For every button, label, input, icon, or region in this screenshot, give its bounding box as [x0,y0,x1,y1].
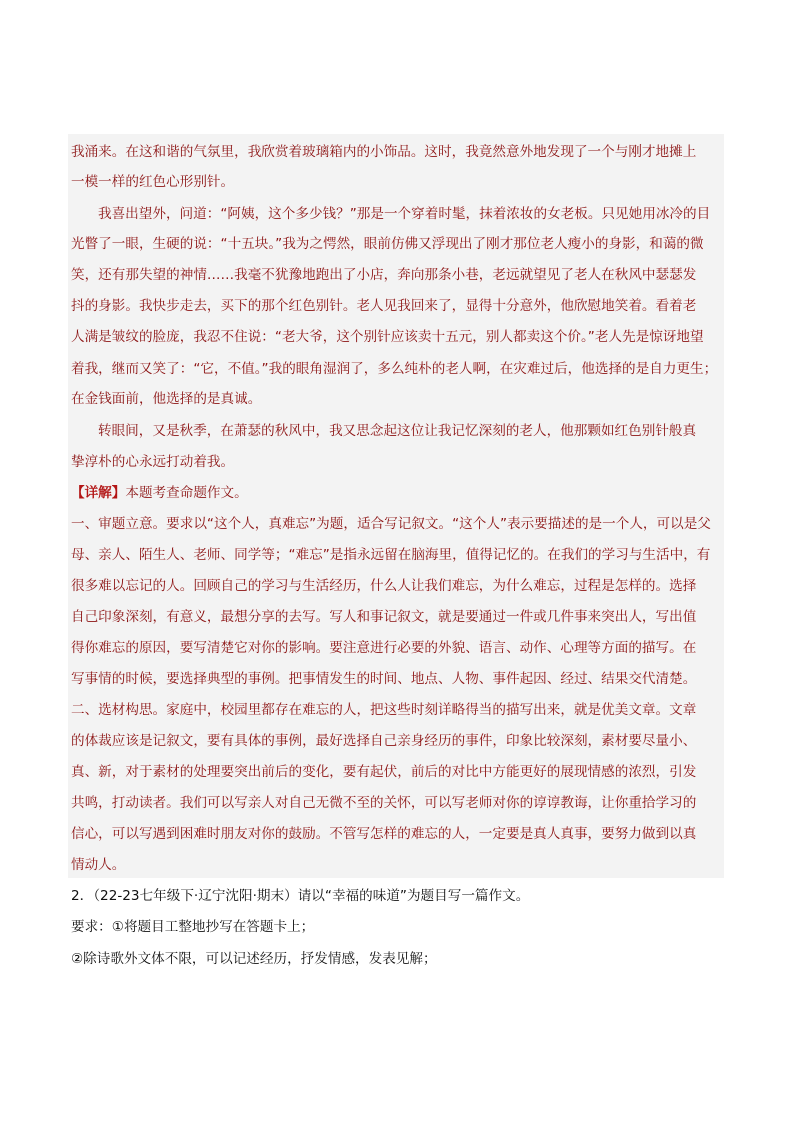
analysis-line: 情动人。 [71,857,126,873]
requirement-2: ②除诗歌外文体不限，可以记述经历，抒发情感，发表见解； [71,951,437,967]
analysis-line: 自己印象深刻，有意义，最想分享的去写。写人和事记叙文，就是要通过一件或几件事来突出人，写出值 [71,609,697,625]
analysis-line: 很多难以忘记的人。回顾自己的学习与生活经历，什么人让我们难忘，为什么难忘，过程是怎样的。选择 [71,578,697,594]
analysis-heading [71,478,248,508]
essay-line: 我喜出望外，问道：“阿姨，这个多少钱？”那是一个穿着时髦，抹着浓妆的女老板。只见她用冰冷的目 [98,206,711,222]
analysis-line: 母、亲人、陌生人、老师、同学等；“难忘”是指永远留在脑海里，值得记忆的。在我们的学习与生活中，有 [71,547,711,563]
question-source: （22-23七年级下·辽宁沈阳·期末） [93,888,298,904]
question-line [71,881,529,911]
analysis-line: 一、审题立意。要求以“这个人，真难忘”为题，适合写记叙文。“这个人”表示要描述的是一个人，可以是父 [71,516,711,532]
essay-line: 我涌来。在这和谐的气氛里，我欣赏着玻璃箱内的小饰品。这时，我竟然意外地发现了一个与刚才地摊上 [71,144,697,160]
analysis-line: 共鸣，打动读者。我们可以写亲人对自己无微不至的关怀，可以写老师对你的谆谆教诲，让你重拾学习的 [71,795,697,811]
analysis-line: 真、新，对于素材的处理要突出前后的变化，要有起伏，前后的对比中方能更好的展现情感的浓烈，引发 [71,764,697,780]
analysis-line: 得你难忘的原因，要写清楚它对你的影响。要注意进行必要的外貌、语言、动作、心理等方面的描写。在 [71,640,697,656]
question-prompt: 请以“幸福的味道”为题目写一篇作文。 [297,888,530,904]
essay-line: 转眼间，又是秋季，在萧瑟的秋风中，我又思念起这位让我记忆深刻的老人，他那颗如红色别针般真 [98,423,697,439]
analysis-line: 二、选材构思。家庭中，校园里都存在难忘的人，把这些时刻详略得当的描写出来，就是优美文章。文章 [71,702,697,718]
essay-line: 挚淳朴的心永远打动着我。 [71,454,235,470]
essay-line: 一模一样的红色心形别针。 [71,174,235,190]
analysis-intro: 本题考查命题作文。 [125,485,248,501]
requirement-1: ①将题目工整地抄写在答题卡上； [111,919,315,935]
essay-line: 光瞥了一眼，生硬的说：“十五块。”我为之愕然，眼前仿佛又浮现出了刚才那位老人瘦小的身影，和蔼的微 [71,236,704,252]
requirement-line [71,912,314,942]
analysis-line: 信心，可以写遇到困难时朋友对你的鼓励。不管写怎样的难忘的人，一定要是真人真事，要努力做到以真 [71,826,697,842]
essay-line: 在金钱面前，他选择的是真诚。 [71,391,262,407]
essay-line: 笑，还有那失望的神情……我毫不犹豫地跑出了小店，奔向那条小巷，老远就望见了老人在秋风中瑟瑟发 [71,267,697,283]
essay-line: 抖的身影。我快步走去，买下的那个红色别针。老人见我回来了，显得十分意外，他欣慰地笑着。看着老 [71,298,697,314]
requirement-label: 要求： [71,919,112,935]
analysis-tag: 【详解】 [71,485,126,501]
analysis-line: 写事情的时候，要选择典型的事例。把事情发生的时间、地点、人物、事件起因、经过、结果交代清楚。 [71,671,697,687]
essay-line: 着我，继而又笑了：“它，不值。”我的眼角湿润了，多么纯朴的老人啊，在灾难过后，他选择的是自力更生； [71,361,718,377]
question-number: 2． [71,888,94,904]
analysis-line: 的体裁应该是记叙文，要有具体的事例，最好选择自己亲身经历的事件，印象比较深刻，素材要尽量小、 [71,733,697,749]
essay-line: 人满是皱纹的脸庞，我忍不住说：“老大爷，这个别针应该卖十五元，别人都卖这个价。”老人先是惊讶地望 [71,329,704,345]
